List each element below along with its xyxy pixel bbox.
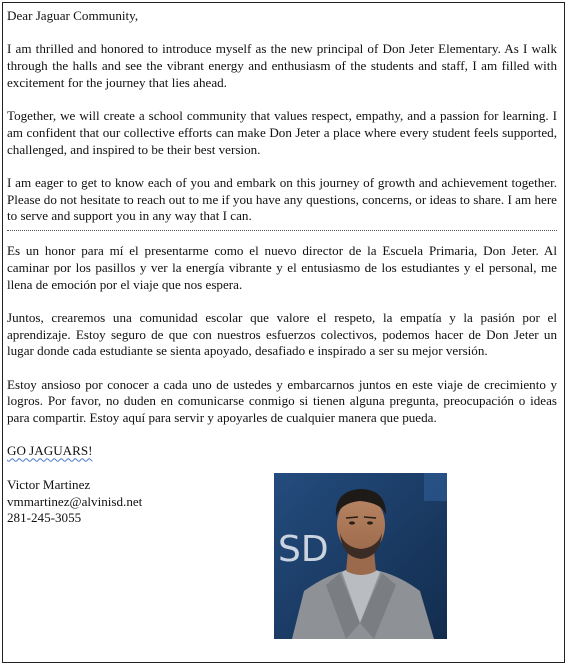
backdrop-text: SD (278, 529, 329, 570)
letter-body (7, 8, 557, 527)
english-paragraph-2: Together, we will create a school community that values respect, empathy, and a passion for learning. I am confident that our collective efforts can make Don Jeter a place where every student feels supported, challenged, and inspired to be their best version. (7, 108, 557, 157)
english-paragraph-1: I am thrilled and honored to introduce myself as the new principal of Don Jeter Elementary. As I walk through the halls and see the vibrant energy and enthusiasm of the students and staff, I am filled with excitement for the journey that lies ahead. (7, 41, 557, 90)
signature-name: Victor Martinez (7, 476, 91, 492)
closing-cheer-text: GO JAGUARS! (7, 443, 93, 459)
section-divider (7, 230, 557, 231)
greeting: Dear Jaguar Community, (7, 8, 139, 23)
english-paragraph-3: I am eager to get to know each of you and embark on this journey of growth and achievement together. Please do not hesitate to reach out to me if you have any questions, concerns, or ideas to share. I am here to serve and support you in any way that I can. (7, 174, 557, 224)
spanish-paragraph-2: Juntos, crearemos una comunidad escolar que valore el respeto, la empatía y la pasión por el aprendizaje. Estoy seguro de que con nuestros esfuerzos colectivos, podemos hacer de Don Jeter un lugar donde cada estudiante se sienta apoyado, desafiado e inspirado a ser su mejor versión. (7, 309, 557, 359)
signature-phone: 281-245-3055 (7, 510, 82, 526)
closing-cheer (7, 443, 557, 460)
spanish-paragraph-1: Es un honor para mí el presentarme como el nuevo director de la Escuela Primaria, Don Jeter. Al caminar por los pasillos y ver la energía vibrante y el entusiasmo de los estudiantes y el personal, me llena de emoción por el viaje que nos espera. (7, 243, 557, 292)
principal-photo (274, 473, 447, 639)
spanish-paragraph-3: Estoy ansioso por conocer a cada uno de ustedes y embarcarnos juntos en este viaje de crecimiento y logros. Por favor, no duden en comunicarse conmigo si tienen alguna pregunta, preocupación o ideas para compartir. Estoy aquí para servir y apoyarles de cualquier manera que pueda. (7, 376, 557, 426)
signature-email: vmmartinez@alvinisd.net (7, 493, 143, 509)
